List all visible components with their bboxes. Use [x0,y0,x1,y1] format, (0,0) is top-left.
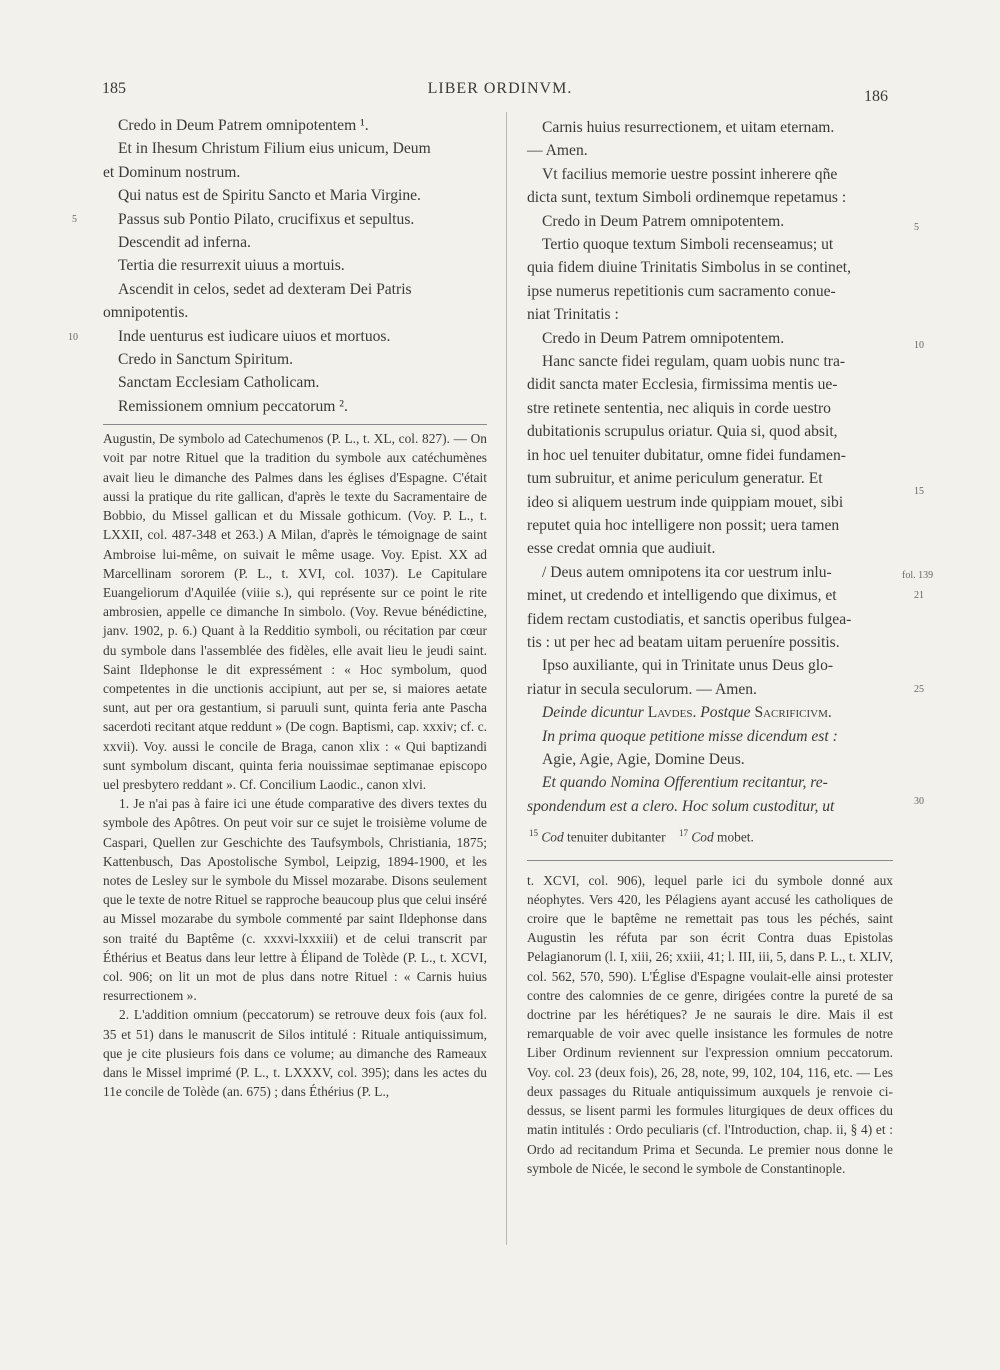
creed-line: Qui natus est de Spiritu Sancto et Maria Virgine. [118,187,421,205]
text-line: didit sancta mater Ecclesia, firmissima mentis ue- [527,376,838,394]
folio-marker: fol. 139 [902,570,934,581]
variant-number: 17 [678,828,688,839]
text-line: minet, ut credendo et intelligendo que diximus, et [527,587,837,605]
creed-line: et Dominum nostrum. [103,163,241,181]
page-header [100,80,900,106]
rubric-line [527,795,893,818]
footnote-rule [103,424,487,425]
left-column [103,114,487,1101]
text-line: dicta sunt, textum Simboli ordinemque repetamus : [527,189,847,207]
text-line: Tertio quoque textum Simboli recenseamus; ut [542,236,834,254]
text-line: quia fidem diuine Trinitatis Simbolus in se continet, [527,259,851,277]
creed-line: Credo in Sanctum Spiritum. [118,351,293,369]
running-title: LIBER ORDINVM. [427,80,573,97]
text-line: ideo si aliquem uestrum inde quippiam mouet, sibi [527,493,844,511]
rubric-line [527,701,893,724]
footnote-continuation: Augustin, De symbolo ad Catechumenos (P. L., t. XL, col. 827). — On voit par notre Rituel que la tradition du symbole aux catéchumènes avait lieu le dimanche des Palmes dans les églises d'Espagne. C'était aussi la pratique du rite gallican, d'après le texte du Sacramentaire de Bobbio, du Missel gallican et du Missale gothicum. (Voy. P. L., t. LXXII, col. 487-348 et 263.) A Milan, d'après le témoignage de saint Ambroise lui-même, on suivait le même usage. Voy. Epist. XX ad Marcellinam sororem (P. L., t. XVI, col. 1037). Le Capitulare Euangeliorum d'Aquilée (viiie s.), qui représente sur ce point le rite ambrosien, appelle ce dimanche In simbolo. (Voy. Revue bénédictine, janv. 1902, p. 6.) Quant à la Redditio symboli, ou récitation par cœur du symbole dans l'assemblée des fidèles, elle avait lieu le jeudi saint. Saint Ildephonse le dit expressément : « Hoc symbolum, quod competentes in die unctionis accipiunt, aut per se, si maiores aetate sunt, aut per ora gestantium, si paruuli sunt, quinta feria ante Pascha sacerdoti recitant atque reddunt » (De cogn. Baptismi, cap. xxxiv; cf. c. xxvii). Voy. aussi le concile de Braga, canon xlix : « Qui baptizandi sunt symbolum discant, quinta feria nouissimae septimanae episcopo uel presbytero reddant ». Cf. Concilium Laodic., canon xlvi. [103,431,487,792]
variant-siglum: Cod [541,829,564,845]
footnote-continuation-right: t. XCVI, col. 906), lequel parle ici du symbole donné aux néophytes. Vers 420, les Pélagiens ayant accusé les catholiques de croire que le baptême ne remettait pas tous les péchés, saint Augustin les réfuta par son écrit Contra duas Epistolas Pelagianorum (l. I, xiii, 26; xxiii, 41; l. III, iii, 5, dans P. L., t. XLIV, col. 562, 570, 590). L'Église d'Espagne voulait-elle ainsi protester contre des calomnies de ce genre, dirigées contre la pureté de sa doctrine par les hérétiques? Je ne saurais le dire. Mais il est remarquable de voir avec quelle insistance les formules de notre Liber Ordinum reviennent sur l'expression omnium peccatorum. Voy. col. 23 (deux fois), 26, 28, note, 99, 102, 104, 116, etc. — Les deux passages du Rituale antiquissimum auxquels je renvoie ci-dessus, se lisent parmi les formules liturgiques de deux offices du matin intitulés : Ordo peculiaris (cf. l'Introduction, chap. ii, § 4) et : Ordo ad recitandum Prima et Secunda. Le premier nous donne le symbole de Nicée, le second le symbole de Constantinople. [527,872,893,1176]
creed-line: Passus sub Pontio Pilato, crucifixus et sepultus. [118,210,415,228]
rubric-text: In prima quoque petitione misse dicendum est : [542,727,838,745]
line-number: 10 [68,332,78,343]
text-line: tis : ut per hec ad beatam uitam perueníre possitis. [527,633,840,651]
creed-line: Credo in Deum Patrem omnipotentem ¹. [118,117,369,134]
page-number-right: 186 [864,88,888,105]
line-number: 21 [914,590,924,601]
creed-line: Descendit ad inferna. [118,234,251,252]
creed-line: Inde uenturus est iudicare uiuos et mortuos. [118,327,391,345]
creed-text [103,114,487,418]
rubric-line [527,725,893,748]
rubric-text: Et quando Nomina Offerentium recitantur, re- [542,774,828,792]
text-line: — Amen. [527,142,588,160]
text-line: riatur in secula seculorum. — Amen. [527,680,757,698]
liturgical-text [527,116,893,818]
creed-line: Et in Ihesum Christum Filium eius unicum, Deum [118,140,431,158]
variant-number: 15 [529,828,538,839]
rubric-text: Deinde dicuntur [542,704,644,722]
text-line: dubitationis scrupulus oriatur. Quia si, quod absit, [527,423,838,441]
footnote-1: 1. Je n'ai pas à faire ici une étude comparative des divers textes du symbole des Apôtres. On peut voir sur ce sujet le troisième volume de Caspari, Quellen zur Geschichte des Taufsymbols, Christiania, 1875; Kattenbusch, Das Apostolische Symbol, Leipzig, 1894-1900, et les notes de Lesley sur le symbole du Missel mozarabe. Disons seulement que le texte de notre Rituel se rapproche beaucoup plus que celui inséré au Missel mozarabe du symbole commenté par saint Ildephonse dans son traité du Baptême (c. xxxvi-lxxxiii) et de celui transcrit par Éthérius et Beatus dans leur lettre à Élipand de Tolède (P. L., t. XCVI, col. 906; on lit un mot de plus dans notre Rituel : « Carnis huius resurrectionem ». [103,796,487,1004]
rubric-term: Sacrificivm. [754,704,832,722]
line-number: 15 [914,486,924,497]
text-line: niat Trinitatis : [527,306,619,324]
text-line: Carnis huius resurrectionem, et uitam eternam. [542,119,835,136]
line-number: 5 [72,214,77,225]
variant-reading: tenuiter dubitanter [567,829,666,845]
creed-line: Remissionem omnium peccatorum ². [118,397,348,415]
text-line: / Deus autem omnipotens ita cor uestrum inlu- [542,563,832,581]
rubric-term: Lavdes. [647,704,697,722]
line-number: 25 [914,684,924,695]
right-column [527,116,893,1178]
text-line: fidem rectam custodiatis, et sanctis operibus fulgea- [527,610,852,628]
rubric-text: Postque [700,704,751,722]
page-number-left: 185 [102,80,126,97]
text-line: Ipso auxiliante, qui in Trinitate unus Deus glo- [542,657,834,675]
column-divider [506,112,507,1245]
footnote-2: 2. L'addition omnium (peccatorum) se retrouve deux fois (aux fol. 35 et 51) dans le manuscrit de Silos intitulé : Rituale antiquissimum, que je cite plusieurs fois dans ce volume; au dimanche des Rameaux dans le Missel imprimé (P. L., t. LXXXV, col. 395); dans les actes du 11e concile de Tolède (an. 675) ; dans Éthérius (P. L., [103,1007,487,1100]
line-number: 30 [914,796,924,807]
line-number: 5 [914,222,919,233]
creed-line: Ascendit in celos, sedet ad dexteram Dei Patris [118,280,412,298]
text-line: stre retinete sententia, nec aliquis in corde uestro [527,399,831,417]
variant-siglum: Cod [691,829,714,845]
line-number: 10 [914,340,924,351]
text-line: reputet quia hoc intelligere non possit; uera tamen [527,516,840,534]
creed-line: Tertia die resurrexit uiuus a mortuis. [118,257,345,275]
text-line: Agie, Agie, Agie, Domine Deus. [542,750,745,768]
rubric-text: spondendum est a clero. Hoc solum custoditur, ut [527,797,835,815]
text-line: tum subruitur, et anime periculum generatur. Et [527,470,823,488]
footnote-rule [527,860,893,861]
text-line: Hanc sancte fidei regulam, quam uobis nunc tra- [542,353,846,371]
text-line: Credo in Deum Patrem omnipotentem. [542,212,785,230]
creed-line: Sanctam Ecclesiam Catholicam. [118,374,320,392]
variant-reading: mobet. [717,829,754,845]
text-line: in hoc uel tenuiter dubitatur, omne fidei fundamen- [527,446,846,464]
variant-apparatus [527,828,893,845]
text-line: ipse numerus repetitionis cum sacramento conue- [527,282,836,300]
text-line: esse credat omnia que audiuit. [527,540,716,558]
text-line: Vt facilius memorie uestre possint inherere qñe [542,165,838,183]
creed-line: omnipotentis. [103,304,189,322]
text-line: Credo in Deum Patrem omnipotentem. [542,329,785,347]
rubric-line [527,771,893,794]
